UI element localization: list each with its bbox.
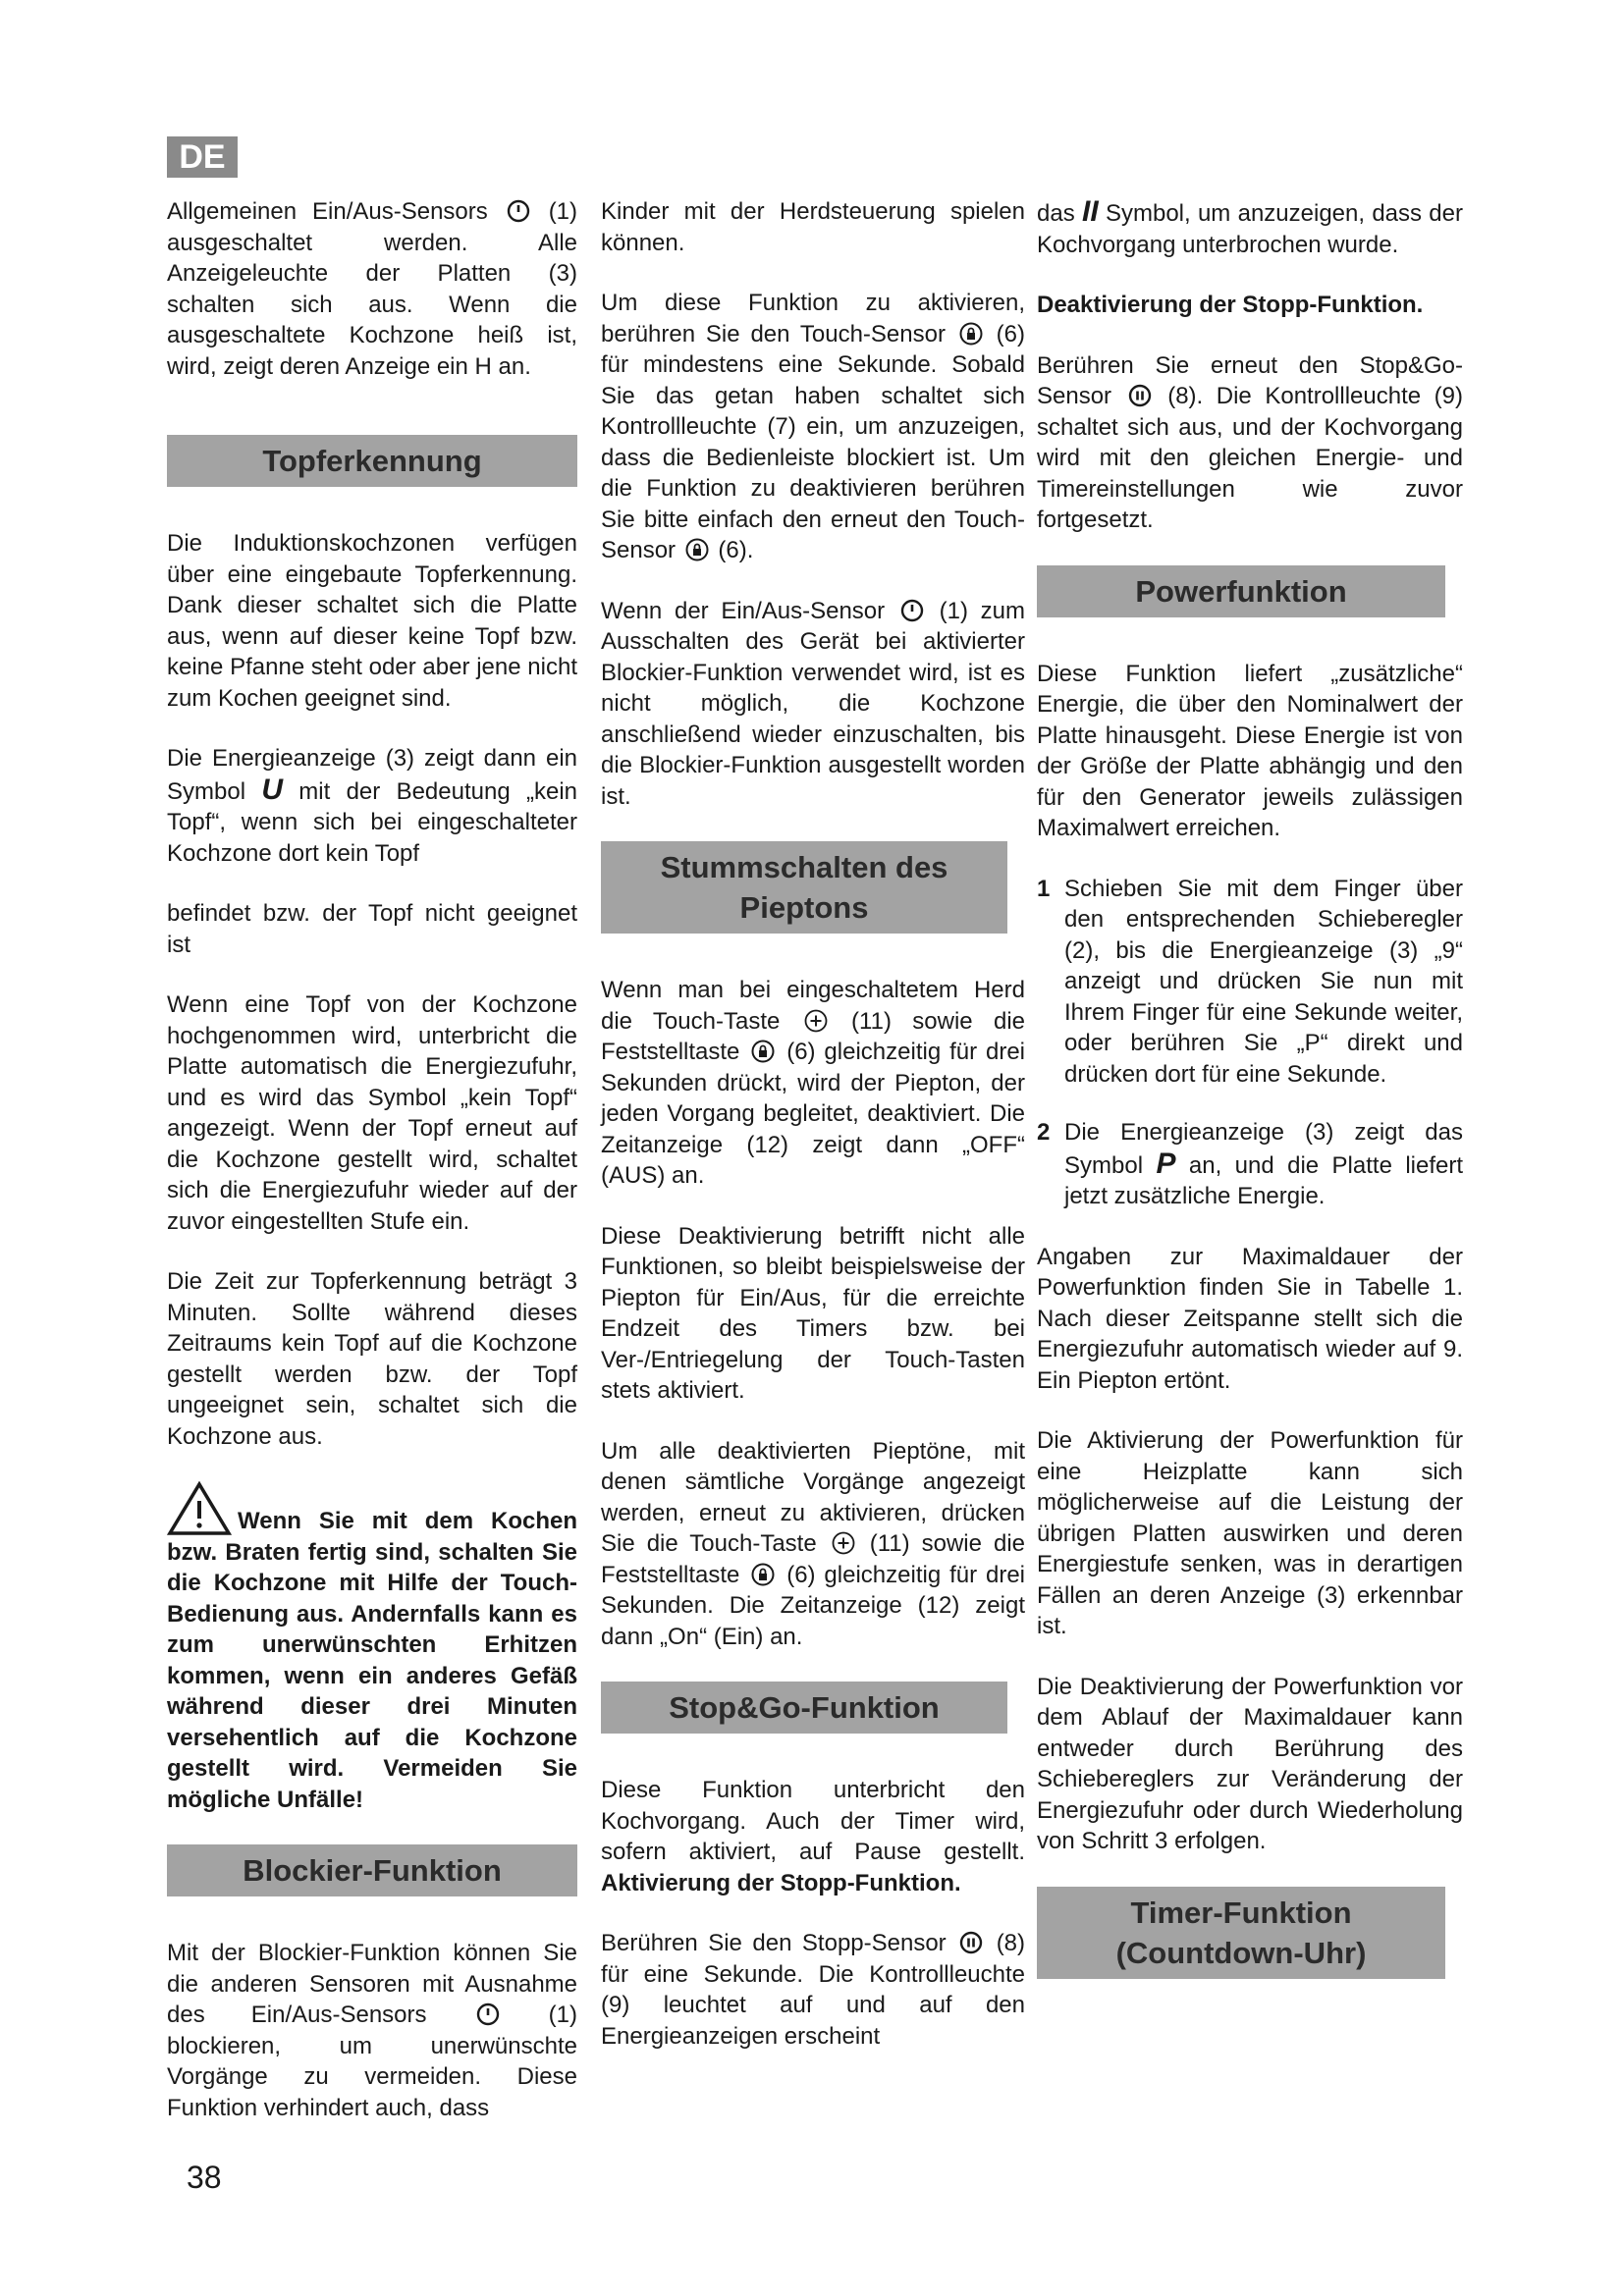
power-icon: [900, 599, 924, 622]
page-number: 38: [187, 2160, 222, 2195]
paragraph: Die Aktivierung der Powerfunktion für eine Heizplatte kann sich möglicherweise auf die Leistung der übrigen Platten auswirken und deren Energiestufe senken, was in derartigen Fällen an deren Anzeige (3) erkennbar ist.: [1037, 1427, 1463, 1639]
lock-icon: [959, 322, 983, 346]
pause-symbol-icon: II: [1082, 195, 1099, 228]
lock-icon: [751, 1040, 775, 1063]
power-icon: [507, 199, 530, 223]
heading-powerfunktion: Powerfunktion: [1037, 565, 1445, 617]
list-item: 1 Schieben Sie mit dem Finger über den entsprechenden Schieberegler (2), bis die Energieanzeige (3) „9“ anzeigt und drücken Sie nun mit Ihrem Finger für eine Sekunde weiter, oder berühren Sie „P“ direkt und drücken dort für eine Sekunde.: [1037, 875, 1463, 1088]
paragraph: Um diese Funktion zu aktivieren, berühren Sie den Touch-Sensor (6) für mindestens eine Sekunde. Sobald Sie das getan haben schaltet sich Kontrollleuchte (7) ein, um anzuzeigen, dass die Bedienleiste blockiert ist. Um die Funktion zu deaktivieren berühren Sie bitte einfach den erneut den Touch-Sensor (6).: [601, 290, 1025, 563]
plus-icon: [804, 1009, 828, 1033]
lock-icon: [685, 538, 709, 561]
paragraph: Mit der Blockier-Funktion können Sie die anderen Sensoren mit Ausnahme des Ein/Aus-Sensors (1) blockieren, um unerwünschte Vorgänge zu vermeiden. Diese Funktion verhindert auch, dass: [167, 1940, 578, 2121]
warning-triangle-icon: [167, 1481, 232, 1536]
no-pot-symbol-icon: U: [261, 773, 283, 806]
heading-timer-funktion: Timer-Funktion (Countdown-Uhr): [1037, 1887, 1445, 1979]
paragraph: Die Induktionskochzonen verfügen über eine eingebaute Topferkennung. Dank dieser schaltet sich die Platte aus, wenn auf dieser keine Topf bzw. keine Pfanne steht oder aber jene nicht zum Kochen geeignet sind.: [167, 530, 577, 712]
heading-stop-go: Stop&Go-Funktion: [601, 1682, 1007, 1734]
language-badge: DE: [167, 136, 238, 178]
heading-topferkennung: Topferkennung: [167, 435, 577, 487]
paragraph: Wenn der Ein/Aus-Sensor (1) zum Ausschalten des Gerät bei aktivierter Blockier-Funktion verwendet wird, ist es nicht möglich, die Kochzone anschließend wieder einzuschalten, bis die Blockier-Funktion ausgestellt worden ist.: [601, 597, 1026, 810]
column-1: [167, 196, 577, 2123]
pause-icon: [1128, 384, 1152, 407]
paragraph: Diese Funktion liefert „zusätzliche“ Energie, die über den Nominalwert der Platte hinausgeht. Diese Energie ist von der Größe der Platte abhängig und den für den Generator jeweils zulässigen Maximalwert erreichen.: [1037, 660, 1463, 841]
paragraph: Kinder mit der Herdsteuerung spielen können.: [601, 198, 1025, 256]
pause-icon: [959, 1931, 983, 1954]
paragraph: Die Zeit zur Topferkennung beträgt 3 Minuten. Sollte während dieses Zeitraums kein Topf auf die Kochzone gestellt werden bzw. der Topf ungeeignet sein, schaltet sich die Kochzone aus.: [167, 1268, 577, 1450]
paragraph: Wenn man bei eingeschaltetem Herd die Touch-Taste (11) sowie die Feststelltaste (6) gleichzeitig für drei Sekunden drückt, wird der Piepton, der jeden Vorgang begleitet, deaktiviert. Die Zeitanzeige (12) zeigt dann „OFF“ (AUS) an.: [601, 977, 1025, 1189]
lock-icon: [751, 1563, 775, 1586]
paragraph: Angaben zur Maximaldauer der Powerfunktion finden Sie in Tabelle 1. Nach dieser Zeitspanne stellt sich die Energiezufuhr automatisch wieder auf 9. Ein Piepton ertönt.: [1037, 1243, 1463, 1394]
paragraph: Berühren Sie erneut den Stop&Go-Sensor (8). Die Kontrollleuchte (9) schaltet sich aus, und der Kochvorgang wird mit den gleichen Energie- und Timereinstellungen wie zuvor fortgesetzt.: [1037, 351, 1464, 533]
steps-list: [1037, 874, 1463, 1212]
paragraph: Wenn eine Topf von der Kochzone hochgenommen wird, unterbricht die Platte automatisch die Energiezufuhr, und es wird das Symbol „kein Topf“ angezeigt. Wenn der Topf erneut auf die Kochzone gestellt wird, schaltet sich die Energiezufuhr wieder auf der zuvor eingestellten Stufe ein.: [167, 991, 577, 1235]
paragraph: Diese Deaktivierung betrifft nicht alle Funktionen, so bleibt beispielsweise der Piepton für Ein/Aus, für die erreichte Endzeit des Timers bzw. bei Ver-/Entriegelung der Touch-Tasten stets aktiviert.: [601, 1222, 1025, 1404]
paragraph: Um alle deaktivierten Pieptöne, mit denen sämtliche Vorgänge angezeigt werden, erneut zu aktivieren, drücken Sie die Touch-Taste (11) sowie die Feststelltaste (6) gleichzeitig für drei Sekunden. Die Zeitanzeige (12) zeigt dann „On“ (Ein) an.: [601, 1437, 1026, 1650]
plus-icon: [832, 1531, 855, 1555]
power-boost-symbol-icon: P: [1156, 1147, 1176, 1180]
paragraph: Allgemeinen Ein/Aus-Sensors (1) ausgeschaltet werden. Alle Anzeigeleuchte der Platten (3) schalten sich aus. Wenn die ausgeschaltete Kochzone heiß ist, wird, zeigt deren Anzeige ein H an.: [167, 198, 578, 380]
column-3: [1037, 196, 1463, 2020]
paragraph: Die Energieanzeige (3) zeigt dann ein Symbol U mit der Bedeutung „kein Topf“, wenn sich bei eingeschalteter Kochzone dort kein Topf: [167, 745, 577, 867]
power-icon: [476, 2002, 500, 2026]
paragraph: Diese Funktion unterbricht den Kochvorgang. Auch der Timer wird, sofern aktiviert, auf Pause gestellt. Aktivierung der Stopp-Funktion.: [601, 1777, 1025, 1896]
heading-blockier-funktion: Blockier-Funktion: [167, 1844, 577, 1896]
warning-note: Wenn Sie mit dem Kochen bzw. Braten fertig sind, schalten Sie die Kochzone mit Hilfe der Touch-Bedienung aus. Andernfalls kann es zum unerwünschten Erhitzen kommen, wenn ein anderes Gefäß während dieser drei Minuten versehentlich auf die Kochzone gestellt wird. Vermeiden Sie mögliche Unfälle!: [167, 1481, 577, 1815]
column-2: [601, 196, 1025, 2052]
list-item: 2 Die Energieanzeige (3) zeigt das Symbol P an, und die Platte liefert jetzt zusätzliche Energie.: [1037, 1119, 1464, 1209]
paragraph: das II Symbol, um anzuzeigen, dass der Kochvorgang unterbrochen wurde.: [1037, 195, 1463, 258]
paragraph: Berühren Sie den Stopp-Sensor (8) für eine Sekunde. Die Kontrollleuchte (9) leuchtet auf und auf den Energieanzeigen erscheint: [601, 1930, 1026, 2050]
paragraph: befindet bzw. der Topf nicht geeignet ist: [167, 900, 577, 958]
subheading: Deaktivierung der Stopp-Funktion.: [1037, 292, 1424, 318]
paragraph: Die Deaktivierung der Powerfunktion vor dem Ablauf der Maximaldauer kann entweder durch Berührung des Schiebereglers zur Veränderung der Energiezufuhr oder durch Wiederholung von Schritt 3 erfolgen.: [1037, 1673, 1463, 1854]
heading-stummschalten: Stummschalten des Pieptons: [601, 841, 1007, 934]
